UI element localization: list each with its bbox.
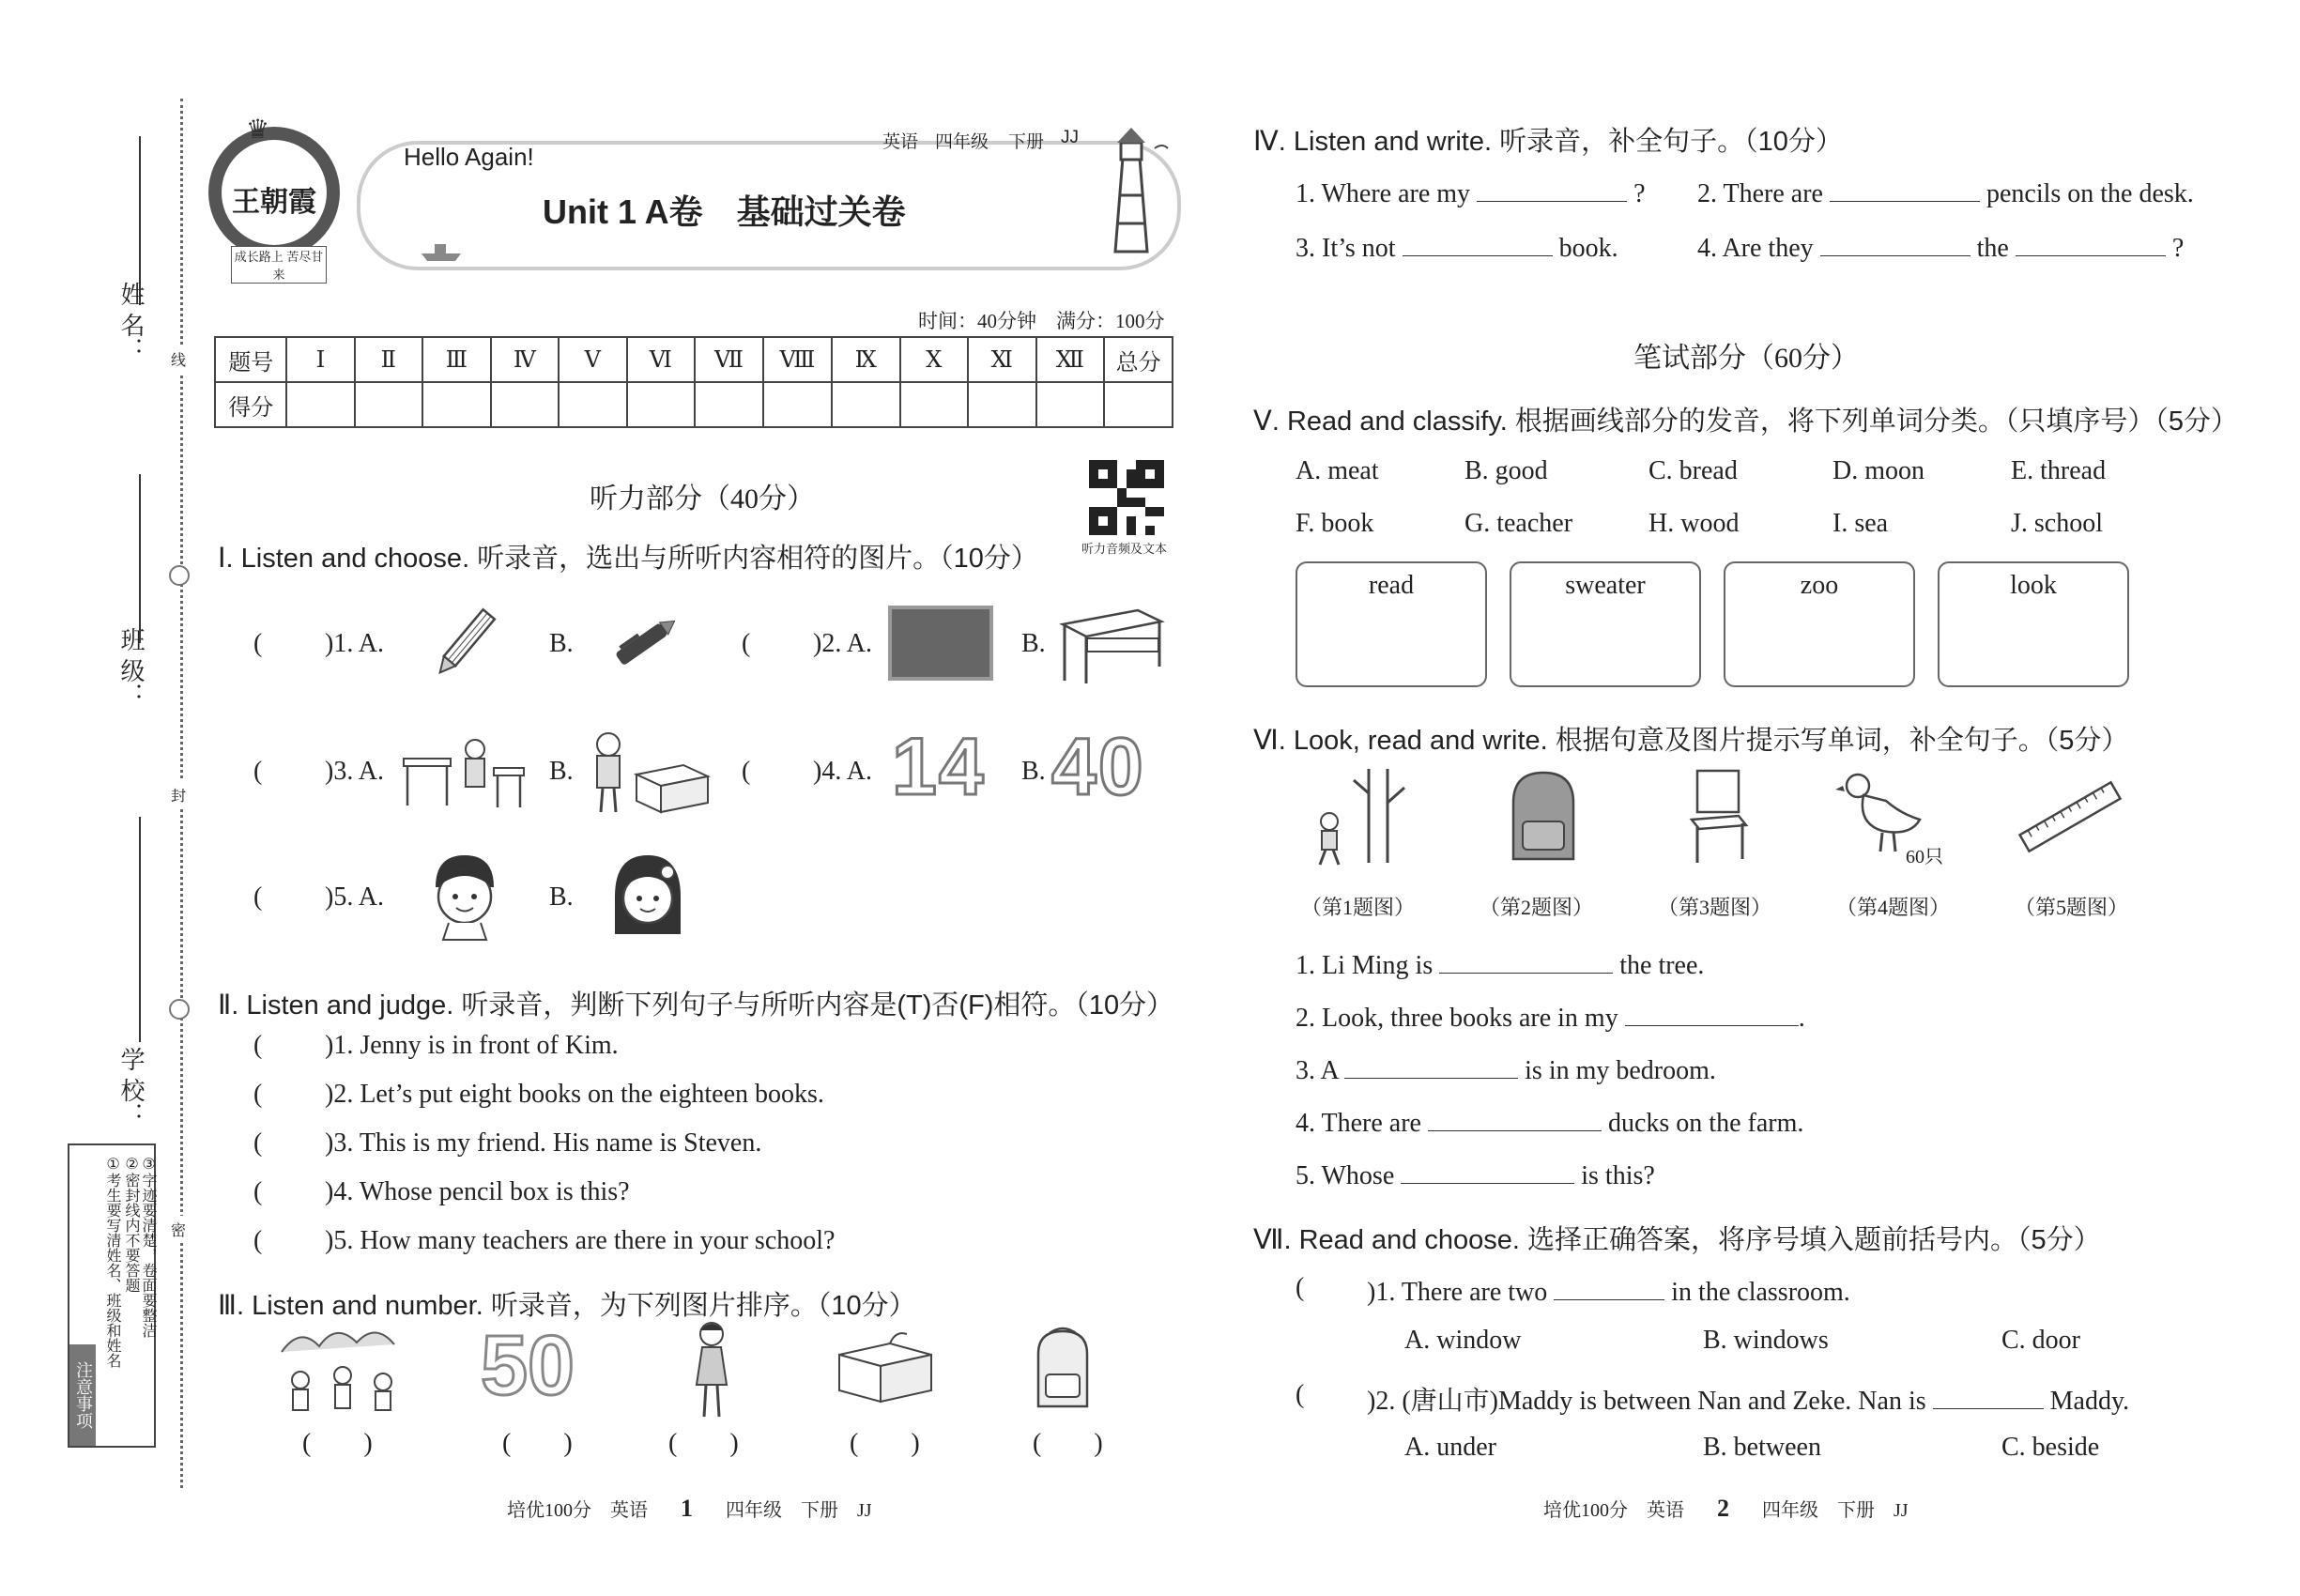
- q2-item5: )5. How many teachers are there in your school?: [325, 1226, 836, 1255]
- q4-s4-mid: the: [1976, 234, 2009, 263]
- score-input-cell[interactable]: [355, 382, 422, 427]
- q1-item4-bracket[interactable]: (: [742, 757, 751, 786]
- score-cell: Ⅹ: [900, 337, 968, 382]
- lighthouse-icon: [1080, 120, 1183, 261]
- q4-s2: [1697, 175, 2194, 209]
- seal-mark-2: 封: [171, 781, 186, 808]
- seal-mark-1: 线: [171, 345, 186, 373]
- q5-heading: Ⅴ. Read and classify. 根据画线部分的发音，将下列单词分类。（只填序号）（5分）: [1253, 407, 2238, 437]
- q3-bracket-2[interactable]: ( ): [502, 1429, 573, 1458]
- q3-bracket-3[interactable]: ( ): [668, 1429, 739, 1458]
- score-cell: Ⅺ: [968, 337, 1036, 382]
- q4-s2-blank[interactable]: [1830, 175, 1980, 202]
- classroom-kids-picture[interactable]: [272, 1324, 413, 1418]
- q1-item2-bracket[interactable]: (: [742, 629, 751, 658]
- time-info: 时间：40分钟 满分：100分: [918, 310, 1165, 332]
- q7-item1-blank[interactable]: [1554, 1273, 1664, 1300]
- girl-standing-picture[interactable]: [683, 1319, 740, 1422]
- q4-s1-end: ?: [1633, 179, 1646, 208]
- q1-item3-label: )3. A.: [325, 757, 384, 786]
- page-title: Unit 1 A卷 基础过关卷: [543, 192, 906, 231]
- score-input-cell[interactable]: [286, 382, 354, 427]
- q5-word-e: E. thread: [2011, 456, 2107, 485]
- score-cell: 题号: [215, 337, 286, 382]
- q4-s4-blank-2[interactable]: [2016, 229, 2166, 256]
- q6-s4: [1296, 1104, 1803, 1139]
- q3-bracket-4[interactable]: ( ): [850, 1429, 920, 1458]
- q7-item1-option-a[interactable]: A. window: [1404, 1326, 1522, 1355]
- listening-title: 听力部分（40分）: [590, 483, 815, 514]
- q1-item1-bracket[interactable]: (: [253, 629, 263, 658]
- box-picture[interactable]: [834, 1328, 937, 1408]
- q6-s2: [1296, 999, 1805, 1034]
- q3-bracket-1[interactable]: ( ): [302, 1429, 373, 1458]
- q7-item1: [1367, 1273, 1850, 1308]
- q4-s4-end: ?: [2171, 234, 2185, 263]
- q7-item2-text: )2. (唐山市)Maddy is between Nan and Zeke. Nan is: [1367, 1387, 1926, 1416]
- desk-picture[interactable]: [1053, 601, 1166, 685]
- q7-item2-option-c[interactable]: C. beside: [2001, 1433, 2100, 1462]
- footer-left-grade: 四年级 下册 JJ: [726, 1500, 872, 1521]
- qr-caption: 听力音频及文本: [1081, 542, 1168, 556]
- score-row-label: 得分: [215, 382, 286, 427]
- q4-heading: Ⅳ. Listen and write. 听录音，补全句子。（10分）: [1253, 127, 1843, 157]
- q4-s1-text: 1. Where are my: [1296, 179, 1471, 208]
- boat-icon: [418, 237, 465, 265]
- classify-box-label: look: [2010, 571, 2057, 600]
- classify-box-label: sweater: [1565, 571, 1646, 600]
- q6-s1-end: the tree.: [1619, 951, 1705, 980]
- score-cell: Ⅶ: [695, 337, 763, 382]
- score-cell: Ⅵ: [627, 337, 696, 382]
- score-input-cell[interactable]: [1104, 382, 1173, 427]
- classify-box-sweater[interactable]: [1510, 561, 1701, 687]
- chair-picture: [1680, 765, 1756, 868]
- name-line[interactable]: [139, 136, 141, 305]
- score-input-cell[interactable]: [695, 382, 763, 427]
- q7-item1-bracket[interactable]: (: [1296, 1273, 1305, 1302]
- score-table-header-row: [215, 337, 1173, 382]
- footer-left: [507, 1495, 872, 1523]
- duck-count-label: 60只: [1906, 847, 1943, 867]
- score-table: [214, 336, 1173, 428]
- name-label: 姓 名：: [117, 282, 146, 362]
- note-2: ②密封线内不要答题: [123, 1155, 139, 1293]
- q6-s1: [1296, 946, 1704, 981]
- q6-caption-5: （第5题图）: [2015, 896, 2129, 919]
- footer-left-book: 培优100分 英语: [507, 1500, 648, 1521]
- brand-slogan: 成长路上 苦尽甘来: [231, 246, 327, 284]
- seal-mark-3: 密: [171, 1216, 186, 1243]
- q4-s1: [1296, 175, 1646, 209]
- school-label: 学 校：: [117, 1047, 146, 1128]
- brand-name: 王朝霞: [232, 187, 316, 218]
- meta-edition: JJ: [1061, 128, 1079, 147]
- score-cell: 总分: [1104, 337, 1173, 382]
- q1-item3-b: B.: [549, 757, 574, 786]
- q6-s5-end: is this?: [1581, 1161, 1655, 1190]
- q4-s3: [1296, 229, 1618, 264]
- footer-left-page-number: 1: [681, 1495, 693, 1522]
- footer-right-page-number: 2: [1717, 1495, 1729, 1522]
- q6-s3: [1296, 1051, 1716, 1086]
- q6-caption-2: （第2题图）: [1480, 896, 1594, 919]
- q5-word-j: J. school: [2011, 509, 2103, 538]
- q2-item1: )1. Jenny is in front of Kim.: [325, 1031, 619, 1060]
- q7-item2-option-b[interactable]: B. between: [1703, 1433, 1821, 1462]
- class-line[interactable]: [139, 474, 141, 643]
- q2-item5-bracket[interactable]: (: [253, 1226, 263, 1255]
- score-input-cell[interactable]: [559, 382, 626, 427]
- q2-item1-bracket[interactable]: (: [253, 1031, 263, 1060]
- q4-s3-blank[interactable]: [1403, 229, 1553, 256]
- q2-item2-bracket[interactable]: (: [253, 1080, 263, 1109]
- q2-item2: )2. Let’s put eight books on the eighteen books.: [325, 1080, 824, 1109]
- score-input-cell[interactable]: [491, 382, 560, 427]
- footer-right-book: 培优100分 英语: [1543, 1500, 1684, 1521]
- q7-item1-end: in the classroom.: [1671, 1278, 1850, 1307]
- q1-item5-label: )5. A.: [325, 882, 384, 912]
- number-40-picture[interactable]: 40: [1051, 722, 1145, 812]
- backpack-picture[interactable]: [1025, 1326, 1100, 1415]
- pen-picture[interactable]: [601, 606, 685, 681]
- q7-item2-blank[interactable]: [1933, 1382, 2044, 1409]
- q4-s2-end: pencils on the desk.: [1986, 179, 2194, 208]
- q6-s3-text: 3. A: [1296, 1056, 1339, 1085]
- schoolbag-picture: [1496, 765, 1590, 868]
- q6-s5-text: 5. Whose: [1296, 1161, 1395, 1190]
- score-input-cell[interactable]: [627, 382, 696, 427]
- q3-heading: Ⅲ. Listen and number. 听录音，为下列图片排序。（10分）: [218, 1291, 916, 1321]
- meta-subject: 英语: [882, 132, 919, 152]
- q1-item4-label: )4. A.: [813, 757, 872, 786]
- girl-face-picture[interactable]: [606, 850, 690, 948]
- classify-box-read[interactable]: [1296, 561, 1487, 687]
- q1-item2-label: )2. A.: [813, 629, 872, 658]
- q6-s4-text: 4. There are: [1296, 1109, 1421, 1138]
- q1-item3-bracket[interactable]: (: [253, 757, 263, 786]
- q7-heading: Ⅶ. Read and choose. 选择正确答案，将序号填入题前括号内。（5分）: [1253, 1225, 2101, 1255]
- kids-at-desk-picture[interactable]: [400, 730, 531, 815]
- q6-caption-4: （第4题图）: [1836, 896, 1951, 919]
- q7-item2-bracket[interactable]: (: [1296, 1380, 1305, 1409]
- q1-item4-b: B.: [1021, 757, 1046, 786]
- kid-with-box-picture[interactable]: [580, 728, 712, 817]
- q6-s2-end: .: [1798, 1004, 1805, 1033]
- binding-hole-2-icon: [169, 999, 190, 1020]
- q4-s3-end: book.: [1558, 234, 1618, 263]
- q3-bracket-5[interactable]: ( ): [1033, 1429, 1103, 1458]
- score-table-score-row: [215, 382, 1173, 427]
- score-cell: Ⅻ: [1036, 337, 1105, 382]
- q5-word-d: D. moon: [1832, 456, 1924, 485]
- q5-word-b: B. good: [1464, 456, 1548, 485]
- q4-s2-text: 2. There are: [1697, 179, 1823, 208]
- score-input-cell[interactable]: [422, 382, 491, 427]
- score-input-cell[interactable]: [968, 382, 1036, 427]
- boy-face-picture[interactable]: [422, 850, 507, 944]
- score-cell: Ⅰ: [286, 337, 354, 382]
- q6-caption-1: （第1题图）: [1301, 896, 1416, 919]
- q2-item4: )4. Whose pencil box is this?: [325, 1177, 630, 1206]
- classify-box-look[interactable]: [1938, 561, 2129, 687]
- classify-box-zoo[interactable]: [1724, 561, 1915, 687]
- q1-item2-b: B.: [1021, 629, 1046, 658]
- q1-item5-bracket[interactable]: (: [253, 882, 263, 912]
- footer-right: [1543, 1495, 1909, 1523]
- binding-hole-1-icon: [169, 565, 190, 586]
- q1-item1-b: B.: [549, 629, 574, 658]
- q6-s1-blank[interactable]: [1439, 946, 1613, 974]
- q5-word-i: I. sea: [1832, 509, 1889, 538]
- q5-word-h: H. wood: [1648, 509, 1740, 538]
- q6-heading: Ⅵ. Look, read and write. 根据句意及图片提示写单词，补全句子。（5分）: [1253, 726, 2129, 756]
- q4-s3-text: 3. It’s not: [1296, 234, 1396, 263]
- notes-box: [68, 1143, 156, 1448]
- q5-word-f: F. book: [1296, 509, 1374, 538]
- q6-s4-blank[interactable]: [1428, 1104, 1602, 1131]
- score-input-cell[interactable]: [763, 382, 832, 427]
- number-14-picture[interactable]: 14: [892, 722, 986, 812]
- classify-box-label: read: [1368, 571, 1415, 600]
- q7-item2-option-a[interactable]: A. under: [1404, 1433, 1496, 1462]
- score-cell: Ⅷ: [763, 337, 832, 382]
- q2-item4-bracket[interactable]: (: [253, 1177, 263, 1206]
- class-label: 班 级：: [117, 627, 146, 708]
- q6-s3-end: is in my bedroom.: [1525, 1056, 1716, 1085]
- meta-volume: 下册: [1008, 132, 1045, 152]
- q5-word-g: G. teacher: [1464, 509, 1573, 538]
- q2-item3: )3. This is my friend. His name is Steven.: [325, 1128, 762, 1158]
- pencil-picture[interactable]: [427, 601, 502, 685]
- q5-word-a: A. meat: [1296, 456, 1379, 485]
- q1-heading: Ⅰ. Listen and choose. 听录音，选出与所听内容相符的图片。（10分）: [218, 544, 1038, 574]
- q6-s3-blank[interactable]: [1344, 1051, 1518, 1079]
- q4-s4: [1697, 229, 2184, 264]
- q2-item3-bracket[interactable]: (: [253, 1128, 263, 1158]
- q2-heading: Ⅱ. Listen and judge. 听录音，判断下列句子与所听内容是(T)否(F)相符。（10分）: [218, 990, 1174, 1021]
- notes-title: 注意事项: [69, 1344, 96, 1446]
- ruler-picture: [2014, 770, 2126, 864]
- q6-caption-3: （第3题图）: [1658, 896, 1772, 919]
- meta-grade: 四年级: [935, 132, 989, 152]
- q6-s5-blank[interactable]: [1401, 1157, 1574, 1184]
- q6-s4-end: ducks on the farm.: [1607, 1109, 1804, 1138]
- q7-item1-option-c[interactable]: C. door: [2001, 1326, 2080, 1355]
- q1-item1-label: )1. A.: [325, 629, 384, 658]
- note-1: ①考生要写清姓名、班级和姓名: [104, 1155, 120, 1368]
- q4-s4-text: 4. Are they: [1697, 234, 1814, 263]
- number-50-picture[interactable]: 50: [481, 1319, 575, 1413]
- q1-item5-b: B.: [549, 882, 574, 912]
- score-input-cell[interactable]: [900, 382, 968, 427]
- footer-right-grade: 四年级 下册 JJ: [1762, 1500, 1909, 1521]
- score-cell: Ⅱ: [355, 337, 422, 382]
- boy-behind-tree-picture: [1303, 765, 1416, 868]
- writing-title: 笔试部分（60分）: [1633, 343, 1859, 374]
- score-cell: Ⅳ: [491, 337, 560, 382]
- q6-s1-text: 1. Li Ming is: [1296, 951, 1434, 980]
- q7-item2: [1367, 1380, 2129, 1418]
- school-line[interactable]: [139, 817, 141, 1042]
- q4-s4-blank-1[interactable]: [1820, 229, 1970, 256]
- q7-item1-option-b[interactable]: B. windows: [1703, 1326, 1829, 1355]
- q6-s5: [1296, 1157, 1655, 1191]
- score-input-cell[interactable]: [832, 382, 900, 427]
- q7-item2-end: Maddy.: [2049, 1387, 2130, 1416]
- score-cell: Ⅲ: [422, 337, 491, 382]
- classify-box-label: zoo: [1800, 571, 1839, 600]
- q7-item1-text: )1. There are two: [1367, 1278, 1548, 1307]
- crown-icon: ♛: [246, 115, 270, 145]
- note-3: ③字迹要清楚，卷面要整洁: [140, 1155, 156, 1338]
- q5-word-c: C. bread: [1648, 456, 1738, 485]
- score-input-cell[interactable]: [1036, 382, 1105, 427]
- q6-s2-text: 2. Look, three books are in my: [1296, 1004, 1618, 1033]
- q6-s2-blank[interactable]: [1625, 999, 1799, 1026]
- score-cell: Ⅴ: [559, 337, 626, 382]
- score-cell: Ⅸ: [832, 337, 900, 382]
- blackboard-picture[interactable]: [888, 606, 993, 681]
- q4-s1-blank[interactable]: [1477, 175, 1627, 202]
- qr-code-icon[interactable]: [1089, 460, 1164, 535]
- hello-again: Hello Again!: [404, 143, 534, 171]
